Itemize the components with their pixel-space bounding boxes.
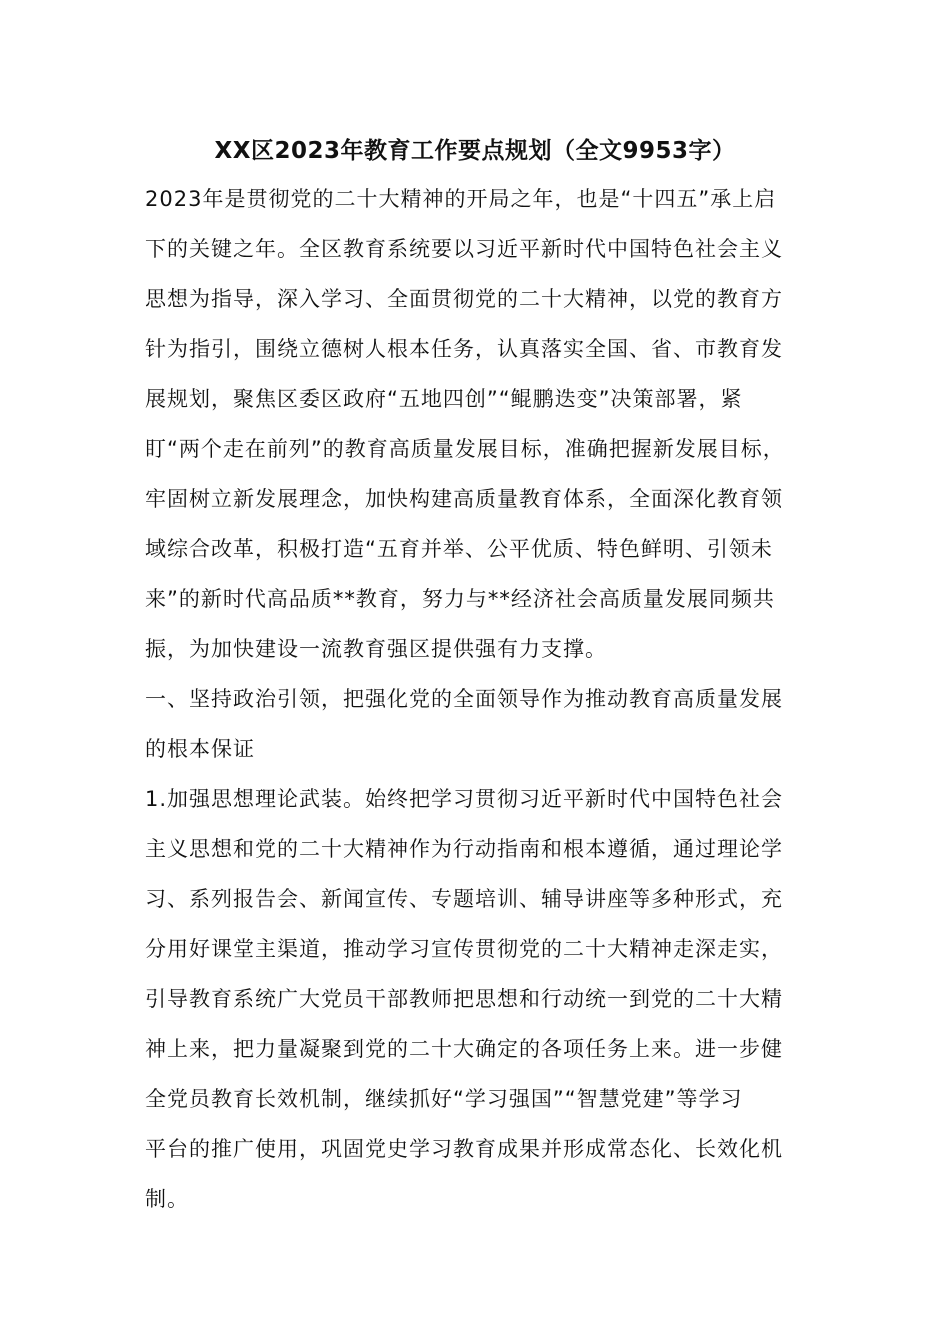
text-line: 思想为指导，深入学习、全面贯彻党的二十大精神，以党的教育方 bbox=[145, 287, 783, 311]
text-line: 域综合改革，积极打造“五育并举、公平优质、特色鲜明、引领未 bbox=[145, 537, 773, 561]
text-line: 2023年是贯彻党的二十大精神的开局之年，也是“十四五”承上启 bbox=[145, 187, 777, 211]
document-title: XX区2023年教育工作要点规划（全文9953字） bbox=[214, 138, 736, 164]
section-heading-line: 的根本保证 bbox=[145, 737, 255, 761]
text-line: 下的关键之年。全区教育系统要以习近平新时代中国特色社会主义 bbox=[145, 237, 783, 261]
text-line: 制。 bbox=[145, 1187, 189, 1211]
text-line: 来”的新时代高品质**教育，努力与**经济社会高质量发展同频共 bbox=[145, 587, 775, 611]
text-line: 振，为加快建设一流教育强区提供强有力支撑。 bbox=[145, 637, 607, 661]
section-heading-line: 一、坚持政治引领，把强化党的全面领导作为推动教育高质量发展 bbox=[145, 687, 783, 711]
text-line: 习、系列报告会、新闻宣传、专题培训、辅导讲座等多种形式，充 bbox=[145, 887, 783, 911]
text-line: 分用好课堂主渠道，推动学习宣传贯彻党的二十大精神走深走实， bbox=[145, 937, 783, 961]
text-line: 牢固树立新发展理念，加快构建高质量教育体系，全面深化教育领 bbox=[145, 487, 783, 511]
text-line: 1.加强思想理论武装。始终把学习贯彻习近平新时代中国特色社会 bbox=[145, 787, 784, 811]
text-line: 引导教育系统广大党员干部教师把思想和行动统一到党的二十大精 bbox=[145, 987, 783, 1011]
text-line: 盯“两个走在前列”的教育高质量发展目标，准确把握新发展目标， bbox=[145, 437, 785, 461]
text-line: 针为指引，围绕立德树人根本任务，认真落实全国、省、市教育发 bbox=[145, 337, 783, 361]
text-line: 主义思想和党的二十大精神作为行动指南和根本遵循，通过理论学 bbox=[145, 837, 783, 861]
text-line: 平台的推广使用，巩固党史学习教育成果并形成常态化、长效化机 bbox=[145, 1137, 783, 1161]
text-line: 全党员教育长效机制，继续抓好“学习强国”“智慧党建”等学习 bbox=[145, 1087, 743, 1111]
text-line: 神上来，把力量凝聚到党的二十大确定的各项任务上来。进一步健 bbox=[145, 1037, 783, 1061]
text-line: 展规划，聚焦区委区政府“五地四创”“鲲鹏迭变”决策部署，紧 bbox=[145, 387, 743, 411]
